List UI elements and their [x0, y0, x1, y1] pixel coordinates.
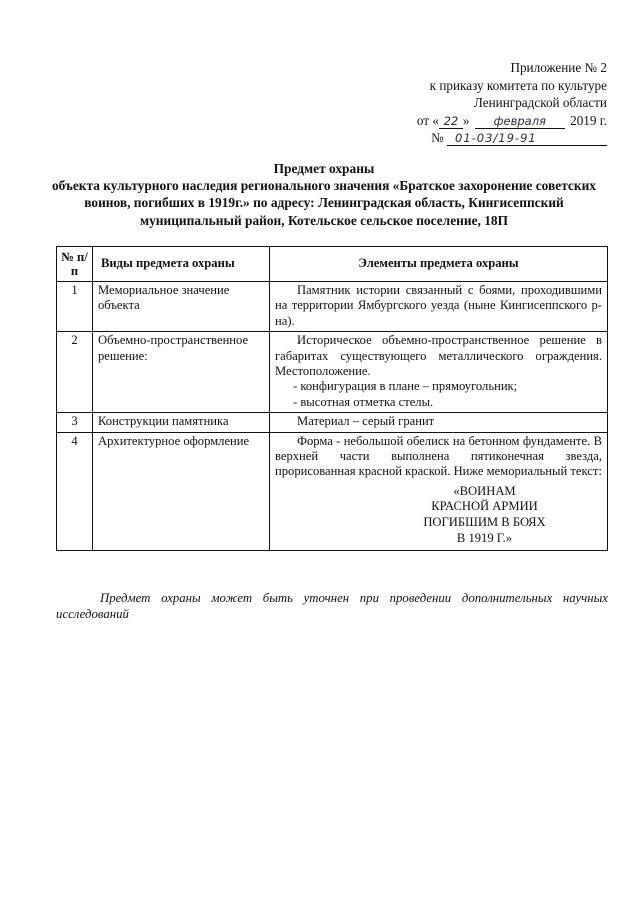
footnote-note: Предмет охраны может быть уточнен при проведении дополнительных научных исследований [56, 591, 608, 621]
protection-subject-table [56, 246, 608, 551]
appendix-title: Приложение № 2 [510, 60, 607, 75]
appendix-date-line [347, 112, 607, 130]
appendix-number-line [347, 129, 607, 147]
inscription-line: В 1919 Г.» [456, 530, 513, 545]
inscription-line: ПОГИБШИМ В БОЯХ [423, 515, 546, 530]
row-elements-bullet: - высотная отметка стелы. [293, 394, 434, 409]
row-elements: Материал – серый гранит [270, 413, 608, 432]
row-type: Конструкции памятника [93, 413, 270, 432]
header-num: № п/п [57, 247, 93, 282]
row-num: 1 [57, 282, 93, 332]
header-elements: Элементы предмета охраны [270, 247, 608, 282]
row-elements [270, 332, 608, 413]
table-row [57, 332, 608, 413]
header-type: Виды предмета охраны [93, 247, 270, 282]
date-mid: » [462, 112, 470, 128]
row-type: Объемно-пространственное решение: [93, 332, 270, 413]
row-num: 3 [57, 413, 93, 432]
table-row [57, 282, 608, 332]
row-elements-text: Форма - небольшой обелиск на бетонном фундаменте. В верхней части выполнена пятиконечная звезда, прорисованная красной краской. Ниже мемориальный текст: [275, 433, 602, 479]
row-type: Архитектурное оформление [93, 432, 270, 551]
date-day-handwritten: 22 [439, 114, 463, 129]
document-title [40, 160, 608, 229]
date-month-handwritten: февраля [475, 114, 565, 129]
table-header-row [57, 247, 608, 282]
row-type: Мемориальное значение объекта [93, 282, 270, 332]
row-elements: Памятник истории связанный с боями, проходившими на территории Ямбургского уезда (ныне Кингисеппского р-на). [270, 282, 608, 332]
title-heading: Предмет охраны [273, 161, 375, 176]
row-num: 2 [57, 332, 93, 413]
appendix-region: Ленинградской области [473, 95, 607, 110]
row-elements-text: Историческое объемно-пространственное решение в габаритах существующего металлического ограждения. Местоположение. [275, 333, 602, 379]
appendix-block [347, 59, 607, 147]
date-prefix: от « [416, 112, 439, 128]
inscription-line: КРАСНОЙ АРМИИ [431, 499, 538, 514]
memorial-inscription [367, 484, 602, 546]
order-number-handwritten: 01-03/19-91 [447, 131, 607, 146]
number-prefix: № [431, 130, 444, 145]
row-elements [270, 432, 608, 551]
row-elements-bullet: - конфигурация в плане – прямоугольник; [293, 379, 518, 394]
appendix-order-ref: к приказу комитета по культуре [429, 77, 607, 93]
title-object-description: объекта культурного наследия регионального значения «Братское захоронение советских воинов, погибших в 1919г.» по адресу: Ленинградская область, Кингисеппский муниципальный район, Котельское сельское поселение, 18П [51, 178, 597, 228]
table-row [57, 432, 608, 551]
date-year: 2019 г. [570, 112, 607, 128]
table-row [57, 413, 608, 432]
inscription-line: «ВОИНАМ [453, 483, 516, 498]
row-num: 4 [57, 432, 93, 551]
